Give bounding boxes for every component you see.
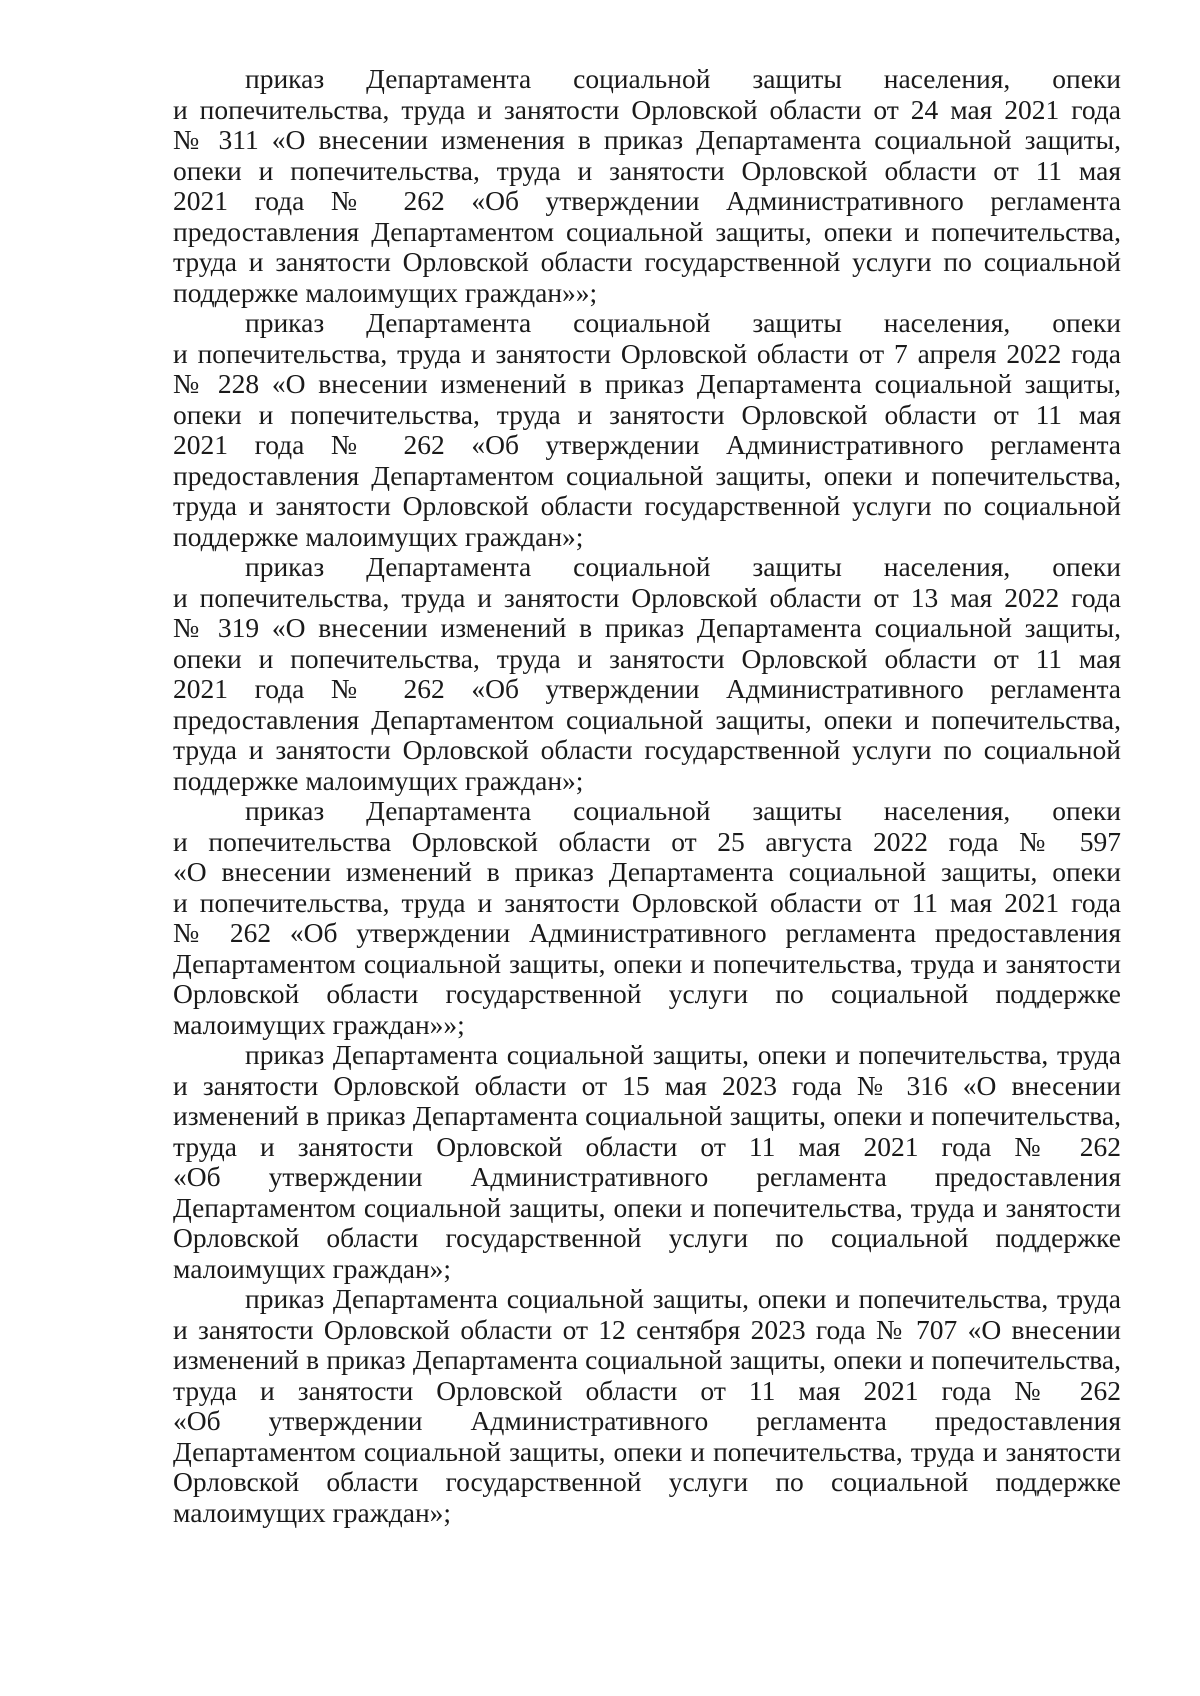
text-line: и попечительства, труда и занятости Орловской области от 7 апреля 2022 года (173, 337, 1121, 369)
text-line: и попечительства, труда и занятости Орловской области от 24 мая 2021 года (173, 93, 1121, 125)
text-line: Орловской области государственной услуги по социальной поддержке (173, 1222, 1121, 1253)
text-line: 2021 года № 262 «Об утверждении Административного регламента (173, 673, 1121, 704)
text-line: Департаментом социальной защиты, опеки и попечительства, труда и занятости (173, 1191, 1121, 1223)
paragraph-1 (173, 64, 1121, 308)
text-line: № 311 «О внесении изменения в приказ Департамента социальной защиты, (173, 124, 1121, 155)
text-line: опеки и попечительства, труда и занятости Орловской области от 11 мая (173, 154, 1121, 186)
text-line: поддержке малоимущих граждан»; (173, 764, 584, 796)
text-line: предоставления Департаментом социальной защиты, опеки и попечительства, (173, 459, 1121, 491)
text-line: приказ Департамента социальной защиты населения, опеки (245, 551, 1121, 582)
text-line: приказ Департамента социальной защиты, опеки и попечительства, труда (245, 1283, 1121, 1314)
text-line: приказ Департамента социальной защиты населения, опеки (245, 795, 1121, 826)
text-line: труда и занятости Орловской области от 11 мая 2021 года № 262 (173, 1374, 1121, 1406)
text-line: изменений в приказ Департамента социальной защиты, опеки и попечительства, (173, 1100, 1121, 1131)
text-line: труда и занятости Орловской области государственной услуги по социальной (173, 490, 1121, 521)
text-line: опеки и попечительства, труда и занятости Орловской области от 11 мая (173, 398, 1121, 430)
text-line: приказ Департамента социальной защиты населения, опеки (245, 307, 1121, 338)
paragraph-2 (173, 308, 1121, 552)
text-line: приказ Департамента социальной защиты населения, опеки (245, 63, 1121, 94)
text-line: поддержке малоимущих граждан»»; (173, 276, 598, 308)
text-line: 2021 года № 262 «Об утверждении Административного регламента (173, 185, 1121, 216)
text-line: и попечительства, труда и занятости Орловской области от 11 мая 2021 года (173, 886, 1121, 918)
text-line: и попечительства, труда и занятости Орловской области от 13 мая 2022 года (173, 581, 1121, 613)
text-line: № 319 «О внесении изменений в приказ Департамента социальной защиты, (173, 612, 1121, 643)
text-line: изменений в приказ Департамента социальной защиты, опеки и попечительства, (173, 1344, 1121, 1375)
paragraph-3 (173, 552, 1121, 796)
text-line: и занятости Орловской области от 12 сентября 2023 года № 707 «О внесении (173, 1313, 1121, 1345)
text-line: труда и занятости Орловской области от 11 мая 2021 года № 262 (173, 1130, 1121, 1162)
text-line: Орловской области государственной услуги по социальной поддержке (173, 978, 1121, 1009)
text-line: «Об утверждении Административного регламента предоставления (173, 1405, 1121, 1436)
document-body (173, 64, 1121, 1528)
text-line: «Об утверждении Административного регламента предоставления (173, 1161, 1121, 1192)
text-line: предоставления Департаментом социальной защиты, опеки и попечительства, (173, 703, 1121, 735)
text-line: труда и занятости Орловской области государственной услуги по социальной (173, 734, 1121, 765)
text-line: № 262 «Об утверждении Административного регламента предоставления (173, 917, 1121, 948)
paragraph-4 (173, 796, 1121, 1040)
paragraph-5 (173, 1040, 1121, 1284)
text-line: «О внесении изменений в приказ Департамента социальной защиты, опеки (173, 856, 1121, 887)
text-line: Департаментом социальной защиты, опеки и попечительства, труда и занятости (173, 1435, 1121, 1467)
text-line: Департаментом социальной защиты, опеки и попечительства, труда и занятости (173, 947, 1121, 979)
text-line: предоставления Департаментом социальной защиты, опеки и попечительства, (173, 215, 1121, 247)
text-line: малоимущих граждан»; (173, 1252, 452, 1284)
text-line: и занятости Орловской области от 15 мая 2023 года № 316 «О внесении (173, 1069, 1121, 1101)
paragraph-6 (173, 1284, 1121, 1528)
text-line: труда и занятости Орловской области государственной услуги по социальной (173, 246, 1121, 277)
text-line: поддержке малоимущих граждан»; (173, 520, 584, 552)
text-line: опеки и попечительства, труда и занятости Орловской области от 11 мая (173, 642, 1121, 674)
text-line: 2021 года № 262 «Об утверждении Административного регламента (173, 429, 1121, 460)
text-line: приказ Департамента социальной защиты, опеки и попечительства, труда (245, 1039, 1121, 1070)
text-line: и попечительства Орловской области от 25 августа 2022 года № 597 (173, 825, 1121, 857)
text-line: № 228 «О внесении изменений в приказ Департамента социальной защиты, (173, 368, 1121, 399)
text-line: Орловской области государственной услуги по социальной поддержке (173, 1466, 1121, 1497)
text-line: малоимущих граждан»; (173, 1496, 452, 1528)
text-line: малоимущих граждан»»; (173, 1008, 465, 1040)
